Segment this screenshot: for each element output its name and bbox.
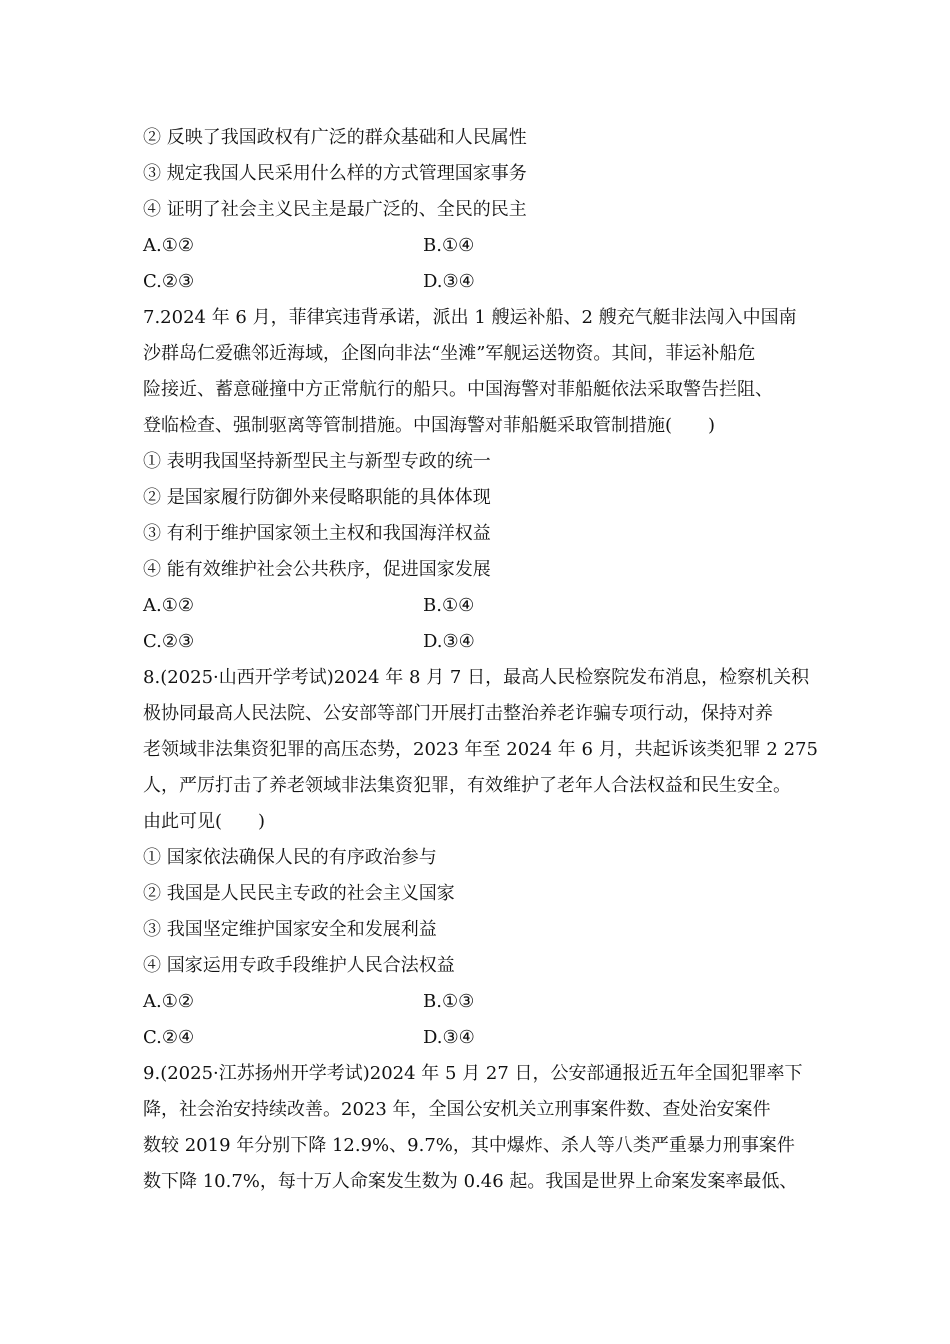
q6-option-2: ② 反映了我国政权有广泛的群众基础和人民属性 [143,127,527,148]
q6-choice-a: A.①② [143,235,194,256]
q8-option-4: ④ 国家运用专政手段维护人民合法权益 [143,955,455,976]
q8-stem-line-4: 人，严厉打击了养老领域非法集资犯罪，有效维护了老年人合法权益和民生安全。 [143,775,791,796]
q6-option-3: ③ 规定我国人民采用什么样的方式管理国家事务 [143,163,527,184]
q8-stem-line-5: 由此可见( ) [143,811,266,832]
q7-option-3: ③ 有利于维护国家领土主权和我国海洋权益 [143,523,491,544]
q8-choice-a: A.①② [143,991,194,1012]
q8-stem-line-2: 极协同最高人民法院、公安部等部门开展打击整治养老诈骗专项行动，保持对养 [143,703,773,724]
q7-option-1: ① 表明我国坚持新型民主与新型专政的统一 [143,451,491,472]
q8-stem-line-3: 老领域非法集资犯罪的高压态势，2023 年至 2024 年 6 月，共起诉该类犯罪 2 275 [143,739,818,760]
q7-choice-a: A.①② [143,595,194,616]
q9-stem-line-1 [143,1061,803,1087]
q9-source: (2025·江苏扬州开学考试) [160,1063,370,1084]
q6-option-4: ④ 证明了社会主义民主是最广泛的、全民的民主 [143,199,527,220]
q7-stem-line-2: 沙群岛仁爱礁邻近海域，企图向非法“坐滩”军舰运送物资。其间，菲运补船危 [143,343,756,364]
q7-choice-d: D.③④ [423,631,475,652]
q8-option-2: ② 我国是人民民主专政的社会主义国家 [143,883,455,904]
q8-source: (2025·山西开学考试) [160,667,334,688]
q9-number: 9. [143,1063,161,1084]
q7-stem-line-3: 险接近、蓄意碰撞中方正常航行的船只。中国海警对菲船艇依法采取警告拦阻、 [143,379,773,400]
q7-stem-line-4: 登临检查、强制驱离等管制措施。中国海警对菲船艇采取管制措施( ) [143,415,716,436]
q7-option-2: ② 是国家履行防御外来侵略职能的具体体现 [143,487,491,508]
q8-choice-c: C.②④ [143,1027,195,1048]
q6-choice-b: B.①④ [423,235,475,256]
q8-option-1: ① 国家依法确保人民的有序政治参与 [143,847,437,868]
q9-stem-line-4: 数下降 10.7%，每十万人命案发生数为 0.46 起。我国是世界上命案发案率最低、 [143,1171,798,1192]
q7-option-4: ④ 能有效维护社会公共秩序，促进国家发展 [143,559,491,580]
q6-choice-d: D.③④ [423,271,475,292]
q8-stem-line-1 [143,665,809,691]
q7-stem-line-1: 7.2024 年 6 月，菲律宾违背承诺，派出 1 艘运补船、2 艘充气艇非法闯入中国南 [143,307,797,328]
q9-stem-line-3: 数较 2019 年分别下降 12.9%、9.7%，其中爆炸、杀人等八类严重暴力刑事案件 [143,1135,795,1156]
q6-choice-c: C.②③ [143,271,195,292]
q9-stem-line-2: 降，社会治安持续改善。2023 年，全国公安机关立刑事案件数、查处治安案件 [143,1099,771,1120]
q8-choice-b: B.①③ [423,991,475,1012]
q7-choice-b: B.①④ [423,595,475,616]
q8-choice-d: D.③④ [423,1027,475,1048]
q9-stem-text: 2024 年 5 月 27 日，公安部通报近五年全国犯罪率下 [369,1063,803,1084]
q8-number: 8. [143,667,161,688]
q8-option-3: ③ 我国坚定维护国家安全和发展利益 [143,919,437,940]
q7-choice-c: C.②③ [143,631,195,652]
q8-stem-text: 2024 年 8 月 7 日，最高人民检察院发布消息，检察机关积 [333,667,810,688]
